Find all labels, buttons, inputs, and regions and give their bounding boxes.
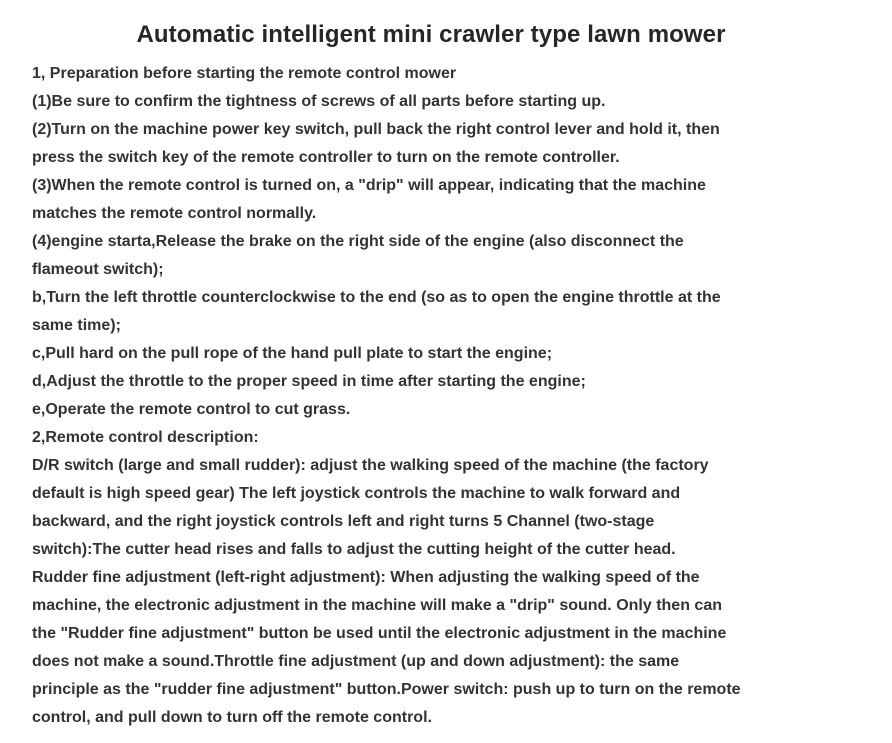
text-line-step-e: e,Operate the remote control to cut grass.: [32, 401, 351, 418]
text-line-step-1: (1)Be sure to confirm the tightness of screws of all parts before starting up.: [32, 93, 606, 110]
document-body: [32, 60, 872, 732]
text-line-section-1-heading: 1, Preparation before starting the remote control mower: [32, 65, 457, 82]
text-line-description-2: default is high speed gear) The left joystick controls the machine to walk forward and: [32, 485, 681, 502]
text-line-description-8: does not make a sound.Throttle fine adjustment (up and down adjustment): the same: [32, 653, 680, 670]
text-line-description-5: Rudder fine adjustment (left-right adjustment): When adjusting the walking speed of the: [32, 569, 700, 586]
text-line-step-b1: b,Turn the left throttle counterclockwise to the end (so as to open the engine throttle at the: [32, 289, 721, 306]
document-title: Automatic intelligent mini crawler type lawn mower: [136, 21, 726, 48]
text-line-description-7: the "Rudder fine adjustment" button be used until the electronic adjustment in the machine: [32, 625, 727, 642]
text-line-step-c: c,Pull hard on the pull rope of the hand pull plate to start the engine;: [32, 345, 553, 362]
text-line-step-4b: flameout switch);: [32, 261, 164, 278]
text-line-step-d: d,Adjust the throttle to the proper speed in time after starting the engine;: [32, 373, 586, 390]
text-line-description-1: D/R switch (large and small rudder): adjust the walking speed of the machine (the factory: [32, 457, 709, 474]
text-line-step-3a: (3)When the remote control is turned on, a "drip" will appear, indicating that the machine: [32, 177, 706, 194]
text-line-description-6: machine, the electronic adjustment in the machine will make a "drip" sound. Only then can: [32, 597, 722, 614]
text-line-description-4: switch):The cutter head rises and falls to adjust the cutting height of the cutter head.: [32, 541, 676, 558]
text-line-description-3: backward, and the right joystick controls left and right turns 5 Channel (two-stage: [32, 513, 655, 530]
text-line-step-2a: (2)Turn on the machine power key switch, pull back the right control lever and hold it, then: [32, 121, 720, 138]
text-line-step-2b: press the switch key of the remote controller to turn on the remote controller.: [32, 149, 620, 166]
text-line-step-4a: (4)engine starta,Release the brake on the right side of the engine (also disconnect the: [32, 233, 684, 250]
text-line-step-b2: same time);: [32, 317, 121, 334]
text-line-section-2-heading: 2,Remote control description:: [32, 429, 259, 446]
text-line-description-9: principle as the "rudder fine adjustment" button.Power switch: push up to turn on the remote: [32, 681, 741, 698]
text-line-description-10: control, and pull down to turn off the remote control.: [32, 709, 432, 726]
text-line-step-3b: matches the remote control normally.: [32, 205, 317, 222]
